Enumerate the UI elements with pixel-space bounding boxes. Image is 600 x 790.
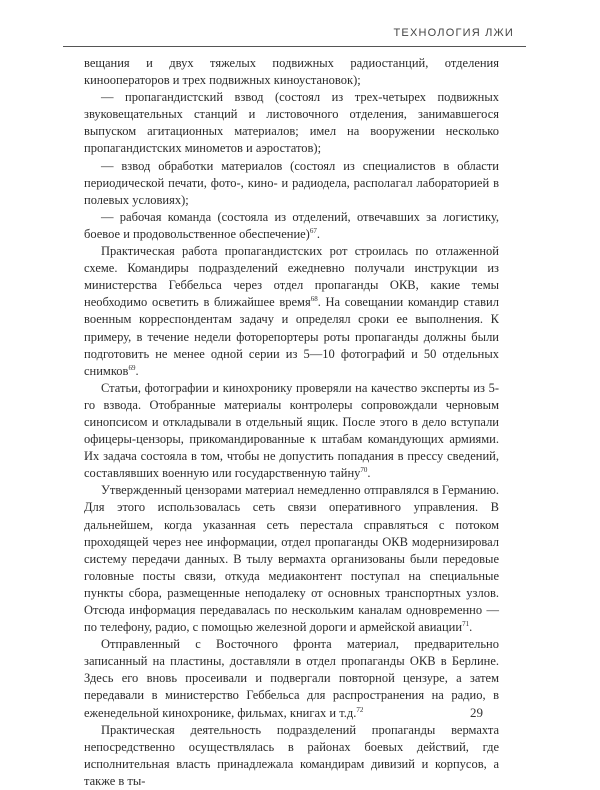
paragraph-activity-areas: Практическая деятельность подразделений пропаганды вермахта непосредственно осуществлялась в районах боевых действий, где исполнительная власть принадлежала командирам дивизий и корпусов, а также в ты- — [84, 722, 499, 788]
footnote-ref: 69 — [128, 363, 136, 372]
body-text — [84, 55, 499, 790]
paragraph-quality-check: Статьи, фотографии и кинохронику проверяли на качество эксперты из 5-го взвода. Отобранные материалы контролеры сопровождали черновым синопсисом и откладывали в отдельный ящик. После этого в дело вступали офицеры-цензоры, прикомандированные к штабам командующих армиями. Их задача состояла в том, чтобы не допустить попадания в прессу сведений, составлявших военную или государственную тайну$^{70}$. — [84, 380, 499, 481]
paragraph-list-item-processing-platoon: — взвод обработки материалов (состоял из специалистов в области периодической печати, фото-, кино- и радиодела, располагал лабораторией в полевых условиях); — [84, 158, 499, 207]
footnote-ref: 72 — [356, 705, 364, 714]
footnote-ref: 67 — [309, 226, 317, 235]
paragraph-eastern-front: Отправленный с Восточного фронта материал, предварительно записанный на пластины, доставляли в отдел пропаганды ОКВ в Берлине. Здесь его вновь просеивали и подвергали повторной цензуре, а затем передавали в министерство Геббельса для распространения на радио, в еженедельной кинохронике, фильмах, книгах и т.д.$^{72}$ — [84, 637, 499, 720]
page-number: 29 — [470, 705, 483, 720]
paragraph-list-item-work-team: — рабочая команда (состояла из отделений, отвечавших за логистику, боевое и продовольственное обеспечение)$^{67}$. — [84, 209, 499, 241]
paragraph-practical-work: Практическая работа пропагандистских рот строилась по отлаженной схеме. Командиры подразделений ежедневно получали инструкции из министерства Геббельса через отдел пропаганды ОКВ, какие темы необходимо осветить в ближайшее время$^{68}$. На совещании командир ставил военным корреспондентам задачу и определял сроки ее выполнения. К примеру, в течение недели фоторепортеры роты пропаганды должны были подготовить не менее одной серии из 5—10 фотографий и 50 отдельных снимков$^{69}$. — [84, 244, 499, 378]
footnote-ref: 70 — [360, 466, 368, 475]
paragraph-transmission: Утвержденный цензорами материал немедленно отправлялся в Германию. Для этого использовалась сеть связи оперативного управления. В дальнейшем, когда указанная сеть перестала справляться с потоком проходящей через нее информации, отдел пропаганды ОКВ модернизировал систему передачи данных. В тылу вермахта организованы были передовые головные посты связи, откуда медиаконтент поступал на специальные пункты сбора, размещенные неподалеку от основных транспортных узлов. Отсюда информация передавалась по нескольким каналам одновременно — по телефону, радио, с помощью железной дороги и армейской авиации$^{71}$. — [84, 483, 499, 635]
running-header: ТЕХНОЛОГИЯ ЛЖИ — [393, 27, 514, 39]
header-rule — [63, 46, 526, 47]
paragraph-list-item-propaganda-platoon: — пропагандистский взвод (состоял из трех-четырех подвижных звуковещательных станций и листовочного отделения, занимавшегося выпуском агитационных материалов; имел на вооружении несколько пропагандистских минометов и аэростатов); — [84, 90, 499, 156]
footnote-ref: 71 — [462, 619, 470, 628]
footnote-ref: 68 — [310, 295, 318, 304]
paragraph-continuation: вещания и двух тяжелых подвижных радиостанций, отделения кинооператоров и трех подвижных киноустановок); — [84, 56, 499, 88]
